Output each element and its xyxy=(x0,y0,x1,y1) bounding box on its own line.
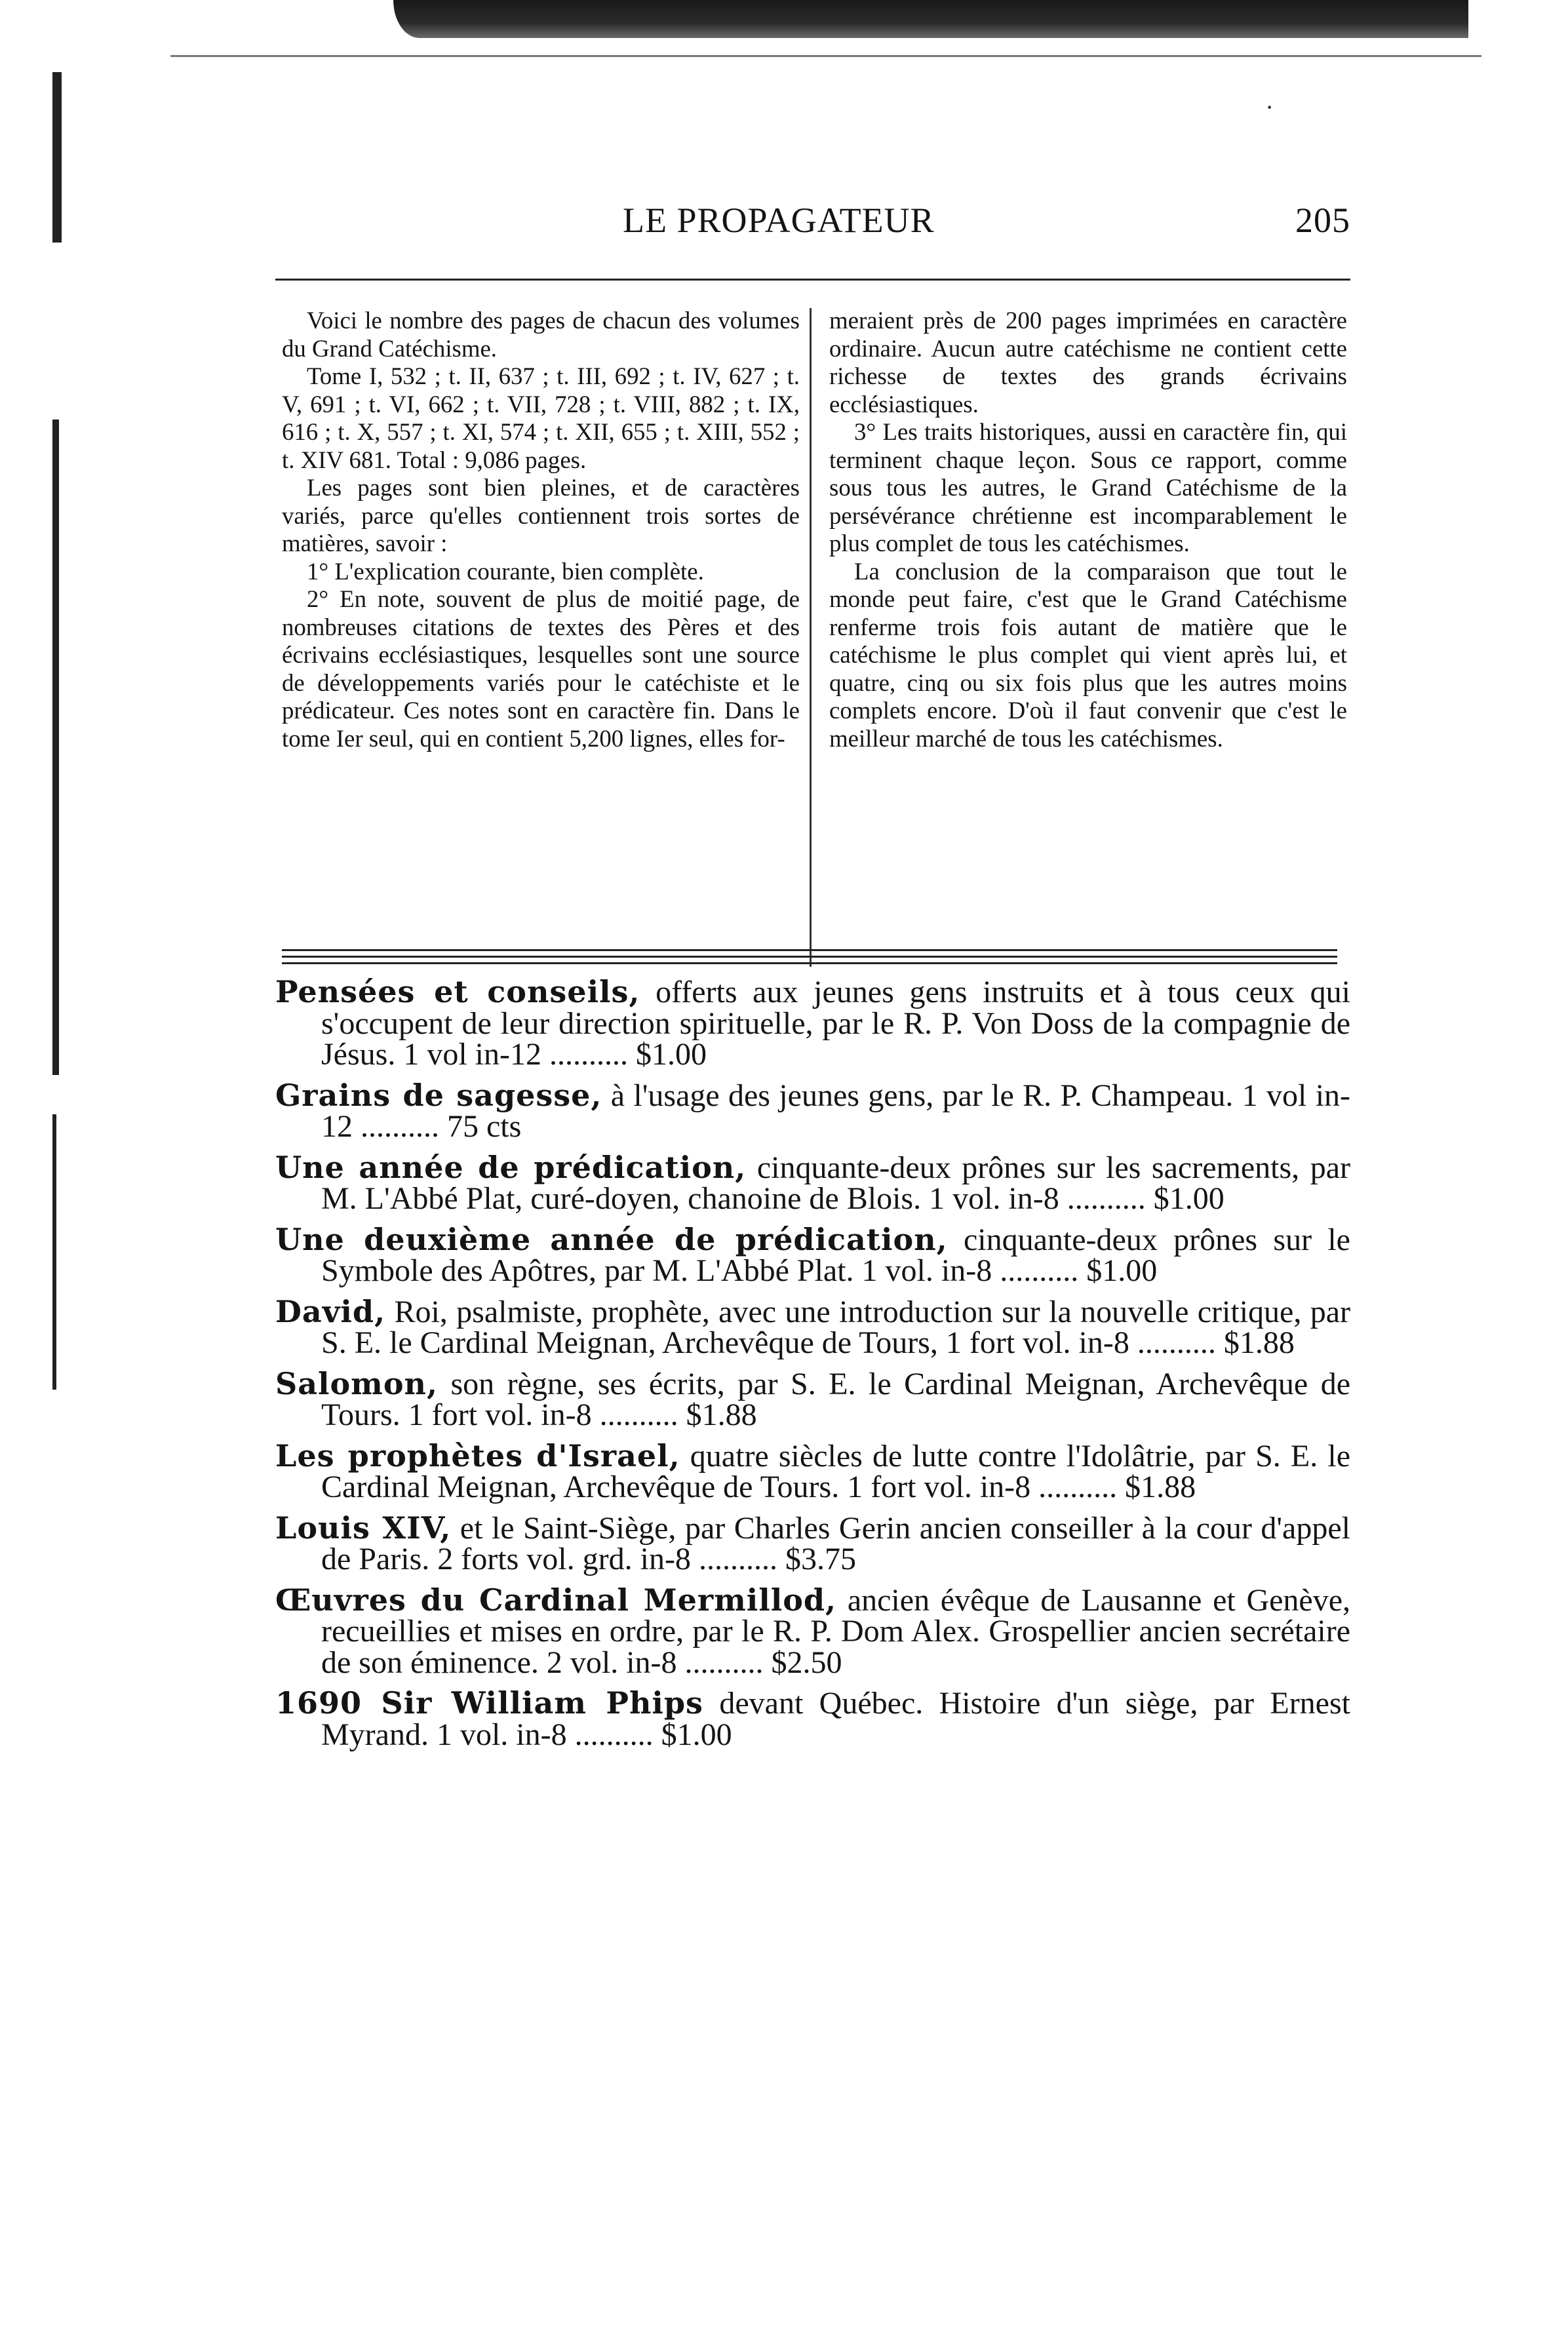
paragraph: 2° En note, souvent de plus de moitié page, de nombreuses citations de textes des Pères et des écrivains ecclésiastiques, lesquelles sont une source de développements variés pour le catéchiste et le prédicateur. Ces notes sont en caractère fin. Dans le tome Ier seul, qui en contient 5,200 lignes, elles for- xyxy=(282,585,800,752)
book-price: $1.88 xyxy=(1223,1325,1295,1360)
book-description: devant Québec. Histoire d'un siège, par Ernest Myrand. 1 vol. in-8 xyxy=(321,1686,1350,1752)
book-description: à l'usage des jeunes gens, par le R. P. Champeau. 1 vol in-12 xyxy=(321,1078,1351,1144)
book-title: Une deuxième année de prédication, xyxy=(275,1221,948,1257)
book-description: cinquante-deux prônes sur le Symbole des Apôtres, par M. L'Abbé Plat. 1 vol. in-8 xyxy=(321,1222,1350,1288)
section-rule xyxy=(282,956,1337,958)
book-title: 1690 Sir William Phips xyxy=(275,1685,703,1721)
book-title: David, xyxy=(275,1293,386,1329)
binding-margin-mark xyxy=(52,420,59,1075)
paragraph: meraient près de 200 pages imprimées en caractère ordinaire. Aucun autre catéchisme ne contient cette richesse de textes des grands écrivains ecclésiastiques. xyxy=(829,307,1347,418)
paragraph: Voici le nombre des pages de chacun des volumes du Grand Catéchisme. xyxy=(282,307,800,362)
speck: · xyxy=(1265,92,1274,122)
journal-title: LE PROPAGATEUR xyxy=(623,201,935,240)
paragraph: La conclusion de la comparaison que tout le monde peut faire, c'est que le Grand Catéchisme renferme trois fois autant de matière que le catéchisme le plus complet qui vient après lui, et quatre, cinq ou six fois plus que les autres moins complets encore. D'où il faut convenir que c'est le meilleur marché de tous les catéchismes. xyxy=(829,557,1347,752)
running-head xyxy=(275,200,1350,252)
book-price: $1.88 xyxy=(1125,1470,1196,1504)
book-description: son règne, ses écrits, par S. E. le Cardinal Meignan, Archevêque de Tours. 1 fort vol. in-8 xyxy=(321,1366,1350,1432)
book-price: $1.00 xyxy=(1153,1181,1225,1216)
book-title: Grains de sagesse, xyxy=(275,1077,602,1113)
paragraph: 1° L'explication courante, bien complète. xyxy=(307,557,704,585)
book-price: $1.00 xyxy=(661,1717,732,1752)
book-description: cinquante-deux prônes sur les sacrements, par M. L'Abbé Plat, curé-doyen, chanoine de Blois. 1 vol. in-8 xyxy=(321,1150,1351,1216)
book-description: Roi, psalmiste, prophète, avec une introduction sur la nouvelle critique, par S. E. le Cardinal Meignan, Archevêque de Tours, 1 fort vol. in-8 xyxy=(321,1294,1351,1360)
book-entry: Une deuxième année de prédication, cinquante-deux prônes sur le Symbole des Apôtres, par M. L'Abbé Plat. 1 vol. in-8 .......... $1.00 xyxy=(275,1221,1350,1288)
header-rule xyxy=(275,279,1350,281)
paragraph: Les pages sont bien pleines, et de caractères variés, parce qu'elles contiennent trois sortes de matières, savoir : xyxy=(282,474,800,557)
book-entry: Pensées et conseils, offerts aux jeunes gens instruits et à tous ceux qui s'occupent de leur direction spirituelle, par le R. P. Von Doss de la compagnie de Jésus. 1 vol in-12 .......... $1.00 xyxy=(275,974,1350,1072)
book-entry: Grains de sagesse, à l'usage des jeunes gens, par le R. P. Champeau. 1 vol in-12 .......... 75 cts xyxy=(275,1077,1351,1144)
book-entry: Une année de prédication, cinquante-deux prônes sur les sacrements, par M. L'Abbé Plat, curé-doyen, chanoine de Blois. 1 vol. in-8 .......... $1.00 xyxy=(275,1149,1351,1216)
book-entry: Louis XIV, et le Saint-Siège, par Charles Gerin ancien conseiller à la cour d'appel de Paris. 2 forts vol. grd. in-8 .......... $3.75 xyxy=(275,1510,1351,1576)
paragraph: Tome I, 532 ; t. II, 637 ; t. III, 692 ; t. IV, 627 ; t. V, 691 ; t. VI, 662 ; t. VII, 728 ; t. VIII, 882 ; t. IX, 616 ; t. X, 557 ; t. XI, 574 ; t. XII, 655 ; t. XIII, 552 ; t. XIV 681. Total : 9,086 pages. xyxy=(282,362,800,473)
book-title: Une année de prédication, xyxy=(275,1149,747,1185)
book-description: et le Saint-Siège, par Charles Gerin ancien conseiller à la cour d'appel de Paris. 2 forts vol. grd. in-8 xyxy=(321,1510,1351,1576)
book-price: $3.75 xyxy=(785,1542,856,1576)
book-title: Salomon, xyxy=(275,1365,438,1401)
book-entry: Œuvres du Cardinal Mermillod, ancien évêque de Lausanne et Genève, recueillies et mises en ordre, par le R. P. Dom Alex. Grospellier ancien secrétaire de son éminence. 2 vol. in-8 .......... $2.50 xyxy=(275,1582,1351,1680)
book-description: quatre siècles de lutte contre l'Idolâtrie, par S. E. le Cardinal Meignan, Archevêque de Tours. 1 fort vol. in-8 xyxy=(321,1438,1350,1504)
book-price: $1.00 xyxy=(1086,1253,1158,1288)
book-title: Louis XIV, xyxy=(275,1510,452,1546)
book-price: $1.00 xyxy=(636,1037,707,1072)
page-number: 205 xyxy=(1295,201,1350,240)
book-title: Pensées et conseils, xyxy=(275,974,640,1009)
left-column xyxy=(282,307,800,752)
book-listings xyxy=(275,974,1351,1760)
book-title: Œuvres du Cardinal Mermillod, xyxy=(275,1582,837,1618)
scan-edge-line xyxy=(170,55,1481,57)
binding-margin-mark xyxy=(52,1114,56,1390)
book-entry: 1690 Sir William Phips devant Québec. Histoire d'un siège, par Ernest Myrand. 1 vol. in-8 .......... $1.00 xyxy=(275,1685,1350,1752)
book-price: 75 cts xyxy=(447,1109,522,1144)
scan-edge-shadow xyxy=(393,0,1468,38)
book-description: ancien évêque de Lausanne et Genève, recueillies et mises en ordre, par le R. P. Dom Alex. Grospellier ancien secrétaire de son éminence. 2 vol. in-8 xyxy=(321,1582,1351,1680)
book-price: $2.50 xyxy=(771,1645,842,1680)
column-divider xyxy=(810,308,812,967)
book-price: $1.88 xyxy=(686,1397,757,1432)
book-description: offerts aux jeunes gens instruits et à tous ceux qui s'occupent de leur direction spirituelle, par le R. P. Von Doss de la compagnie de Jésus. 1 vol in-12 xyxy=(321,975,1350,1072)
right-column xyxy=(829,307,1347,752)
paragraph: 3° Les traits historiques, aussi en caractère fin, qui terminent chaque leçon. Sous ce rapport, comme sous tous les autres, le Grand Catéchisme de la persévérance chrétienne est incomparablement le plus complet de tous les catéchismes. xyxy=(829,418,1347,557)
book-entry: David, Roi, psalmiste, prophète, avec une introduction sur la nouvelle critique, par S. E. le Cardinal Meignan, Archevêque de Tours, 1 fort vol. in-8 .......... $1.88 xyxy=(275,1293,1351,1360)
section-rule xyxy=(282,949,1337,951)
section-rule xyxy=(282,962,1337,964)
book-entry: Salomon, son règne, ses écrits, par S. E. le Cardinal Meignan, Archevêque de Tours. 1 fort vol. in-8 .......... $1.88 xyxy=(275,1365,1350,1432)
book-title: Les prophètes d'Israel, xyxy=(275,1437,680,1474)
binding-margin-mark xyxy=(52,72,62,243)
book-entry: Les prophètes d'Israel, quatre siècles de lutte contre l'Idolâtrie, par S. E. le Cardinal Meignan, Archevêque de Tours. 1 fort vol. in-8 .......... $1.88 xyxy=(275,1437,1350,1504)
